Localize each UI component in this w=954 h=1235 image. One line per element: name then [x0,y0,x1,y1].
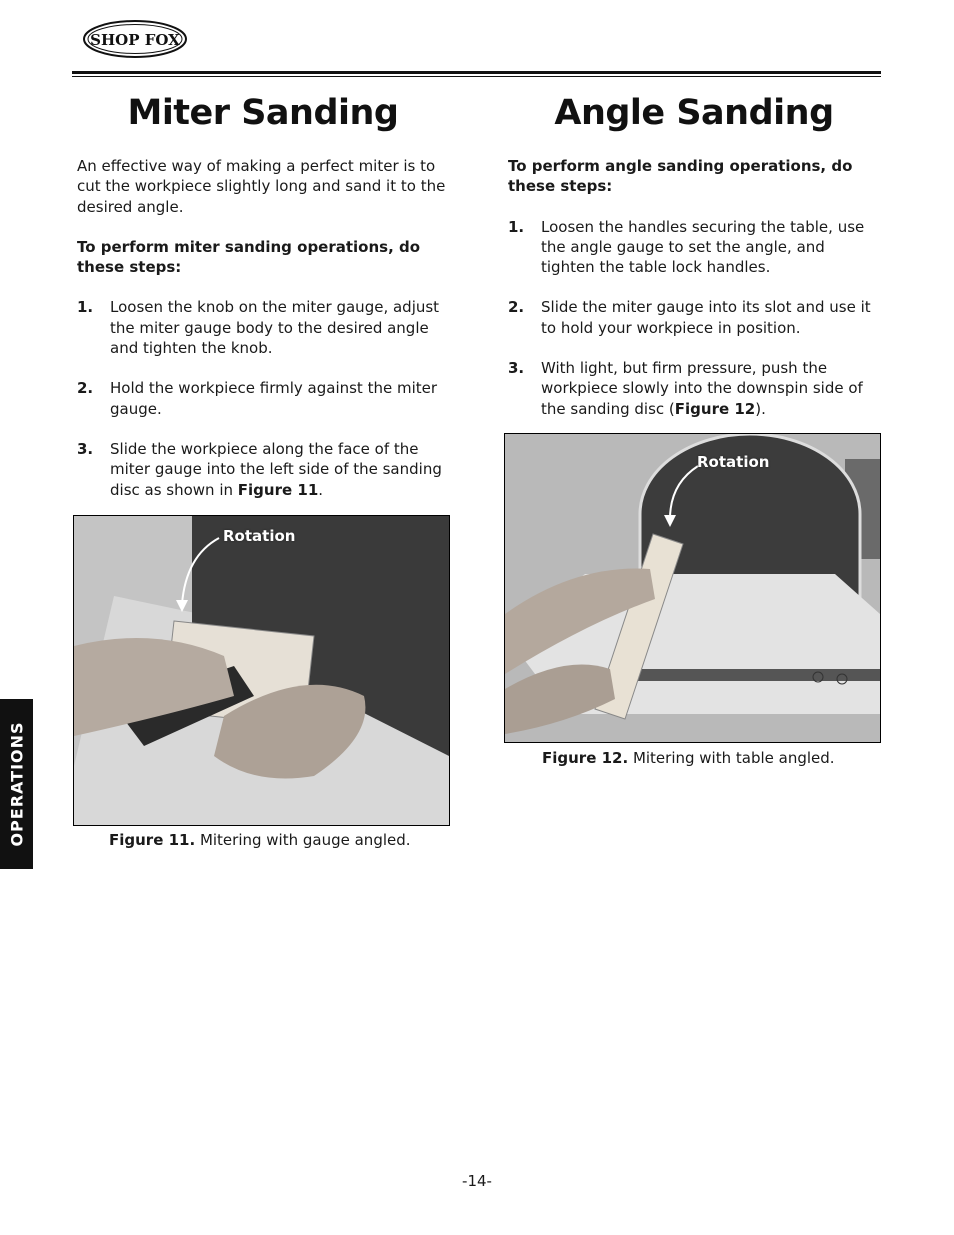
step-text: Slide the miter gauge into its slot and use it to hold your workpiece in position. [541,298,871,337]
rotation-label: Rotation [223,527,296,545]
figure-reference: Figure 11 [237,480,319,499]
step-item [77,439,449,500]
section-title: Miter Sanding [127,93,399,133]
step-number: 1. [508,217,525,236]
figure-12-photo [504,433,881,743]
section-title: Angle Sanding [554,93,834,133]
step-number: 2. [77,379,94,398]
step-item [77,297,449,358]
intro-paragraph: An effective way of making a perfect miter is to cut the workpiece slightly long and sand it to the desired angle. [77,157,446,216]
steps-heading: To perform angle sanding operations, do these steps: [508,157,853,196]
rotation-label: Rotation [697,453,770,471]
page-number: -14- [462,1172,492,1190]
step-item [508,217,880,278]
step-text: Loosen the handles securing the table, use the angle gauge to set the angle, and tighten the table lock handles. [541,217,865,277]
step-text: Slide the workpiece along the face of the miter gauge into the left side of the sanding disc as shown in Figure 11. [110,439,442,499]
section-tab [0,699,33,869]
steps-heading: To perform miter sanding operations, do these steps: [77,237,421,277]
figure-reference: Figure 12 [674,399,756,418]
miter-sanding-section [77,92,449,520]
svg-text:SHOP FOX: SHOP FOX [90,31,180,49]
angle-sanding-section [508,92,880,439]
step-item [77,378,449,419]
header-rule-thin [72,76,881,77]
shop-fox-logo [82,19,188,59]
header-rule [72,71,881,74]
figure-11-photo [73,515,450,826]
step-number: 3. [77,439,94,458]
figure-12-caption: Figure 12. Mitering with table angled. [542,749,835,767]
step-item [508,297,880,338]
step-text: Loosen the knob on the miter gauge, adjust the miter gauge body to the desired angle and tighten the knob. [110,298,440,358]
step-number: 2. [508,298,525,317]
step-number: 3. [508,359,525,378]
step-item [508,358,880,419]
section-tab-label: OPERATIONS [7,721,26,847]
step-number: 1. [77,298,94,317]
figure-11-caption: Figure 11. Mitering with gauge angled. [109,831,411,849]
step-text: With light, but firm pressure, push the workpiece slowly into the downspin side of the sanding disc (Figure 12). [541,359,863,418]
step-text: Hold the workpiece firmly against the miter gauge. [110,379,438,418]
